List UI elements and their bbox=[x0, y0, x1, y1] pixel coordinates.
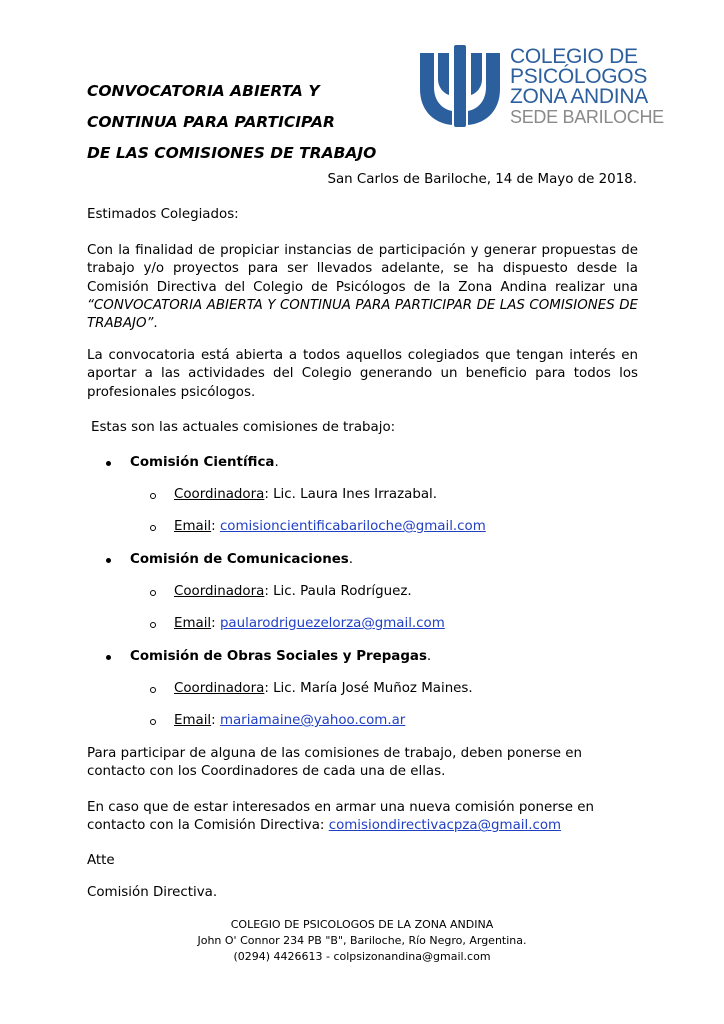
document-title bbox=[87, 76, 427, 169]
letter-date: San Carlos de Bariloche, 14 de Mayo de 2018. bbox=[327, 172, 637, 187]
circle-bullet-icon bbox=[150, 622, 156, 628]
circle-bullet-icon bbox=[150, 719, 156, 725]
coordinadora-label: Coordinadora bbox=[174, 584, 265, 599]
bullet-icon bbox=[106, 461, 111, 466]
paragraph-1-convocatoria: “CONVOCATORIA ABIERTA Y CONTINUA PARA PARTICIPAR DE LAS COMISIONES DE TRABAJO” bbox=[87, 297, 638, 332]
comision-name: Comisión Científica. bbox=[130, 455, 279, 470]
logo-line-4: SEDE BARILOCHE bbox=[510, 107, 664, 127]
email-link[interactable]: paularodriguezelorza@gmail.com bbox=[219, 616, 445, 631]
circle-bullet-icon bbox=[150, 493, 156, 499]
logo-text bbox=[510, 47, 664, 127]
logo-line-3: ZONA ANDINA bbox=[510, 85, 648, 108]
title-line-2: CONTINUA PARA PARTICIPAR bbox=[87, 113, 335, 131]
footer-line-1: COLEGIO DE PSICOLOGOS DE LA ZONA ANDINA bbox=[230, 918, 494, 931]
list-intro: Estas son las actuales comisiones de trabajo: bbox=[91, 420, 396, 435]
coordinadora-value: : Lic. María José Muñoz Maines. bbox=[264, 681, 473, 696]
document-footer bbox=[0, 917, 724, 965]
comision-name-text: Comisión Científica bbox=[130, 455, 275, 470]
logo-line-2: PSICÓLOGOS bbox=[510, 65, 648, 88]
title-line-3: DE LAS COMISIONES DE TRABAJO bbox=[87, 144, 377, 162]
logo-line-1: COLEGIO DE bbox=[510, 45, 638, 68]
paragraph-3: Para participar de alguna de las comisiones de trabajo, deben ponerse en contacto con los Coordinadores de cada una de ellas. bbox=[87, 746, 582, 780]
paragraph-1 bbox=[87, 242, 638, 333]
email-label: Email bbox=[174, 616, 212, 631]
comision-name-text: Comisión de Comunicaciones bbox=[130, 552, 349, 567]
title-line-1: CONVOCATORIA ABIERTA Y bbox=[87, 82, 320, 100]
paragraph-1-text: Con la finalidad de propiciar instancias de participación y generar propuestas de trabajo y/o proyectos para ser llevados adelante, se ha dispuesto desde la Comisión Directiva del Colegio de Psicólogos de la Zona Andina realizar una bbox=[87, 243, 638, 295]
coordinadora-value: : Lic. Laura Ines Irrazabal. bbox=[264, 487, 438, 502]
email-label: Email bbox=[174, 519, 212, 534]
comision-name: Comisión de Obras Sociales y Prepagas. bbox=[130, 649, 432, 664]
paragraph-2: La convocatoria está abierta a todos aquellos colegiados que tengan interés en aportar a las actividades del Colegio generando un beneficio para todos los profesionales psicólogos. bbox=[87, 348, 638, 400]
comision-name-text: Comisión de Obras Sociales y Prepagas bbox=[130, 649, 427, 664]
paragraph-1-end: . bbox=[153, 316, 158, 332]
closing: Atte bbox=[87, 853, 115, 868]
footer-line-3: (0294) 4426613 - colpsizonandina@gmail.com bbox=[233, 950, 491, 963]
email-link[interactable]: mariamaine@yahoo.com.ar bbox=[219, 713, 406, 728]
email-label: Email bbox=[174, 713, 212, 728]
bullet-icon bbox=[106, 655, 111, 660]
colegio-logo bbox=[418, 45, 664, 130]
coordinadora-label: Coordinadora bbox=[174, 681, 265, 696]
circle-bullet-icon bbox=[150, 590, 156, 596]
greeting: Estimados Colegiados: bbox=[87, 207, 239, 222]
paragraph-4-text: En caso que de estar interesados en armar una nueva comisión ponerse en contacto con la Comisión Directiva: bbox=[87, 800, 594, 834]
circle-bullet-icon bbox=[150, 687, 156, 693]
circle-bullet-icon bbox=[150, 525, 156, 531]
email-link[interactable]: comisioncientificabariloche@gmail.com bbox=[219, 519, 486, 534]
directiva-email-link[interactable]: comisiondirectivacpza@gmail.com bbox=[328, 818, 562, 834]
document-page: CONVOCATORIA ABIERTA Y CONTINUA PARA PARTICIPAR DE LAS COMISIONES DE TRABAJO COLEGIO DE PSICÓLOGOS ZONA ANDINA SEDE BARILOCHE San Carlos de Bariloche, 14 de Mayo de 2018. Estimados Colegiados: Con la finalidad de propiciar instancias de participación y generar propuestas de trabajo y/o proyectos para ser llevados adelante, se ha dispuesto desde la Comisión Directiva del Colegio de Psicólogos de la Zona Andina realizar una “CONVOCATORIA ABIERTA Y CONTINUA PARA PARTICIPAR DE LAS COMISIONES DE TRABAJO”. La convocatoria está abierta a todos aquellos colegiados que tengan interés en aportar a las actividades del Colegio generando un beneficio para todos los profesionales psicólogos. Estas son las actuales comisiones de trabajo: Comisión Científica. Coordinadora: Lic. Laura Ines Irrazabal. Email: comisioncientificabariloche@gmail.com Comisión de Comunicaciones. Coordinadora: Lic. Paula Rodríguez. Email: paularodriguezelorza@gmail.com Comisión de Obras Sociales y Prepagas. Coordinadora: Lic. María José Muñoz Maines. Email: mariamaine@yahoo.com.ar Para participar de alguna de las comisiones de trabajo, deben ponerse en contacto con los Coordinadores de cada una de ellas. En caso que de estar interesados en armar una nueva comisión ponerse en contacto con la Comisión Directiva: comisiondirectivacpza@gmail.com Atte Comisión Directiva. COLEGIO DE PSICOLOGOS DE LA ZONA ANDINA John O' Connor 234 PB "B", Bariloche, Río Negro, Argentina. (0294) 4426613 - colpsizonandina@gmail.com bbox=[0, 0, 724, 1024]
paragraph-4 bbox=[87, 799, 638, 836]
footer-line-2: John O' Connor 234 PB "B", Bariloche, Río Negro, Argentina. bbox=[197, 934, 527, 947]
coordinadora-value: : Lic. Paula Rodríguez. bbox=[264, 584, 412, 599]
comision-name: Comisión de Comunicaciones. bbox=[130, 552, 354, 567]
coordinadora-label: Coordinadora bbox=[174, 487, 265, 502]
psi-logo-icon bbox=[418, 45, 502, 127]
bullet-icon bbox=[106, 558, 111, 563]
signature: Comisión Directiva. bbox=[87, 885, 218, 900]
